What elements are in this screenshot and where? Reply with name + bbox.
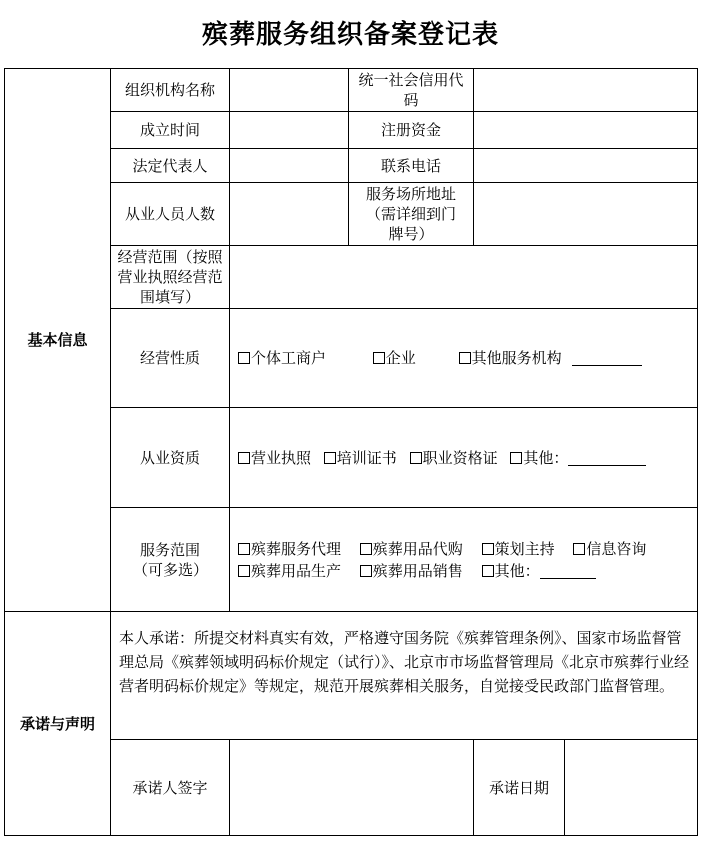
- label-credit-code: 统一社会信用代码: [349, 69, 474, 112]
- service-option[interactable]: 殡葬用品生产: [238, 560, 341, 582]
- checkbox-icon[interactable]: [373, 352, 385, 364]
- service-option[interactable]: 殡葬用品销售: [360, 560, 463, 582]
- label-legal-rep: 法定代表人: [111, 149, 230, 183]
- checkbox-icon[interactable]: [573, 543, 585, 555]
- service-option[interactable]: 信息咨询: [573, 538, 646, 560]
- label-qualification: 从业资质: [111, 408, 230, 508]
- qualification-option[interactable]: 职业资格证: [410, 448, 498, 468]
- checkbox-icon[interactable]: [510, 452, 522, 464]
- qualification-options: [230, 408, 698, 508]
- nature-options: [230, 309, 698, 408]
- service-option[interactable]: 殡葬服务代理: [238, 538, 341, 560]
- checkbox-icon[interactable]: [238, 543, 250, 555]
- checkbox-icon[interactable]: [459, 352, 471, 364]
- field-phone[interactable]: [474, 149, 698, 183]
- label-business-nature: 经营性质: [111, 309, 230, 408]
- field-founded[interactable]: [230, 112, 349, 149]
- service-option[interactable]: 殡葬用品代购: [360, 538, 463, 560]
- service-options-row2: [238, 560, 697, 582]
- nature-option[interactable]: 企业: [373, 348, 416, 368]
- field-commit-date[interactable]: [565, 740, 698, 836]
- registration-form-table: [4, 68, 698, 836]
- field-signature[interactable]: [230, 740, 474, 836]
- field-address[interactable]: [474, 183, 698, 246]
- checkbox-icon[interactable]: [238, 352, 250, 364]
- service-option[interactable]: 策划主持: [482, 538, 555, 560]
- nature-option[interactable]: 其他服务机构: [459, 348, 562, 368]
- field-credit-code[interactable]: [474, 69, 698, 112]
- commitment-text: 本人承诺：所提交材料真实有效，严格遵守国务院《殡葬管理条例》、国家市场监督管理总局《殡葬领域明码标价规定（试行）》、北京市市场监督管理局《北京市殡葬行业经营者明码标价规定》等规定，规范开展殡葬相关服务，自觉接受民政部门监督管理。: [111, 612, 698, 740]
- label-business-scope: 经营范围（按照营业执照经营范围填写）: [111, 246, 230, 309]
- form-title: 殡葬服务组织备案登记表: [201, 20, 499, 50]
- section-commitment: 承诺与声明: [5, 612, 111, 836]
- checkbox-icon[interactable]: [360, 565, 372, 577]
- qualification-other-blank[interactable]: [568, 451, 646, 466]
- service-options: [230, 508, 698, 612]
- checkbox-icon[interactable]: [238, 565, 250, 577]
- checkbox-icon[interactable]: [238, 452, 250, 464]
- field-capital[interactable]: [474, 112, 698, 149]
- nature-option[interactable]: 个体工商户: [238, 348, 326, 368]
- service-options-row1: [238, 538, 697, 560]
- field-staff-count[interactable]: [230, 183, 349, 246]
- checkbox-icon[interactable]: [324, 452, 336, 464]
- checkbox-icon[interactable]: [482, 543, 494, 555]
- row-org-name: [5, 69, 698, 112]
- field-legal-rep[interactable]: [230, 149, 349, 183]
- label-phone: 联系电话: [349, 149, 474, 183]
- qualification-option[interactable]: 其他：: [510, 448, 568, 468]
- label-org-name: 组织机构名称: [111, 69, 230, 112]
- checkbox-icon[interactable]: [482, 565, 494, 577]
- label-address: 服务场所地址（需详细到门牌号）: [349, 183, 474, 246]
- service-option[interactable]: 其他：: [482, 560, 540, 582]
- field-business-scope[interactable]: [230, 246, 698, 309]
- checkbox-icon[interactable]: [410, 452, 422, 464]
- checkbox-icon[interactable]: [360, 543, 372, 555]
- label-capital: 注册资金: [349, 112, 474, 149]
- qualification-option[interactable]: 培训证书: [324, 448, 397, 468]
- qualification-option[interactable]: 营业执照: [238, 448, 311, 468]
- label-service-scope: 服务范围（可多选）: [111, 508, 230, 612]
- nature-other-blank[interactable]: [572, 351, 642, 366]
- field-org-name[interactable]: [230, 69, 349, 112]
- section-basic-info: 基本信息: [5, 69, 111, 612]
- label-commit-date: 承诺日期: [474, 740, 565, 836]
- label-founded: 成立时间: [111, 112, 230, 149]
- label-staff-count: 从业人员人数: [111, 183, 230, 246]
- label-signature: 承诺人签字: [111, 740, 230, 836]
- service-other-blank[interactable]: [540, 564, 596, 579]
- row-commitment-text: [5, 612, 698, 740]
